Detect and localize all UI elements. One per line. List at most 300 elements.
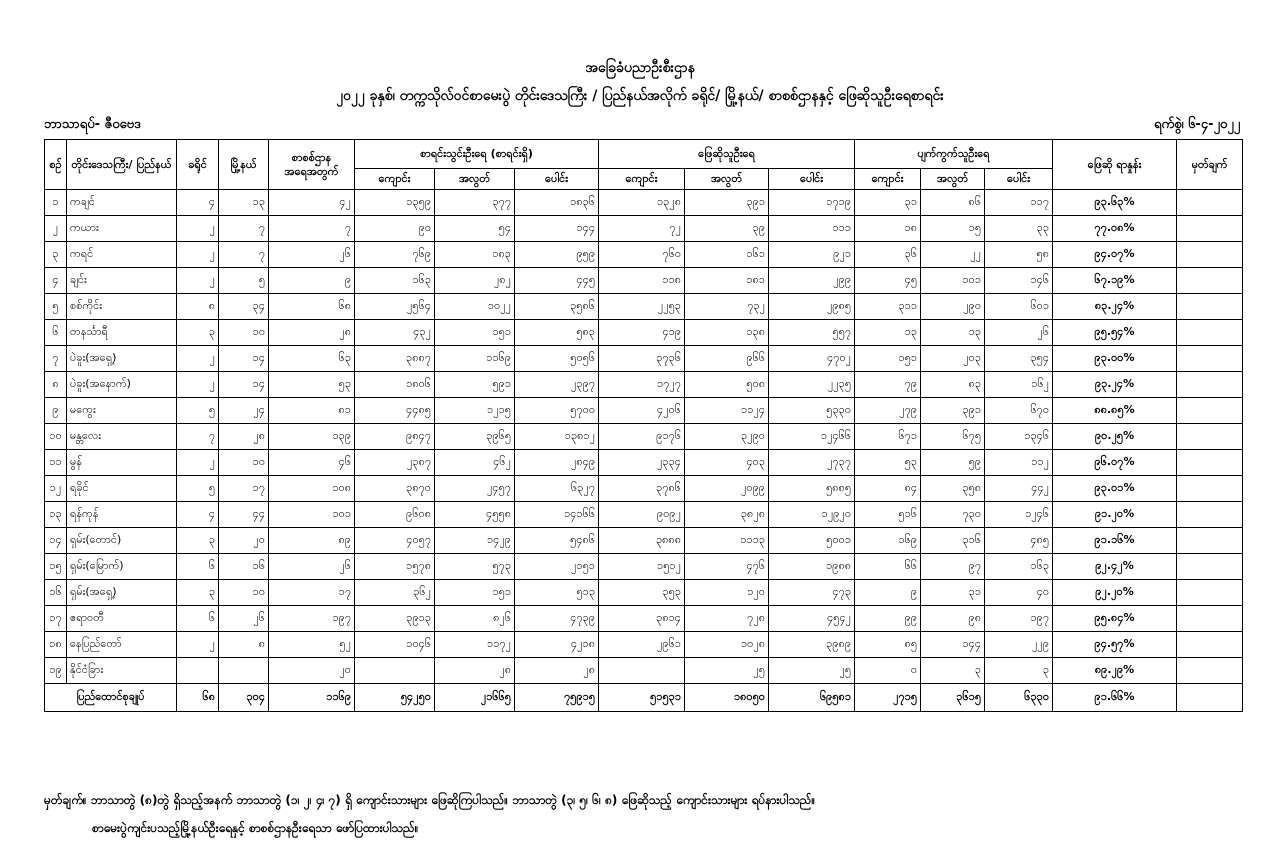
row-reg-total: ၂၁၅၁ (515, 554, 599, 580)
row-sat-total: ၉၂၁ (769, 242, 855, 268)
row-sat-female: ၂၀၉၉ (685, 476, 769, 502)
row-sat-total: ၄၇၃ (769, 580, 855, 606)
row-abs-female: ၈၃ (921, 372, 985, 398)
row-abs-male: ၃၁ (855, 190, 921, 216)
row-sat-female: ၁၀၂၈ (685, 632, 769, 658)
row-abs-male: ၇၉ (855, 372, 921, 398)
total-reg-male: ၅၄၂၅၀ (355, 684, 435, 712)
row-abs-female: ၂၂ (921, 242, 985, 268)
row-reg-female: ၅၇၃ (435, 554, 515, 580)
table-row (45, 190, 1243, 216)
footnote-2: စာမေးပွဲကျင်းပသည့်မြို့နယ်ဦးရေနှင့် စာစစ်ဌာနဦးရေသာ ဖော်ပြထားပါသည်။ (92, 821, 419, 835)
row-abs-male: ၁၅၁ (855, 346, 921, 372)
row-reg-total: ၂၈၄၉ (515, 450, 599, 476)
row-reg-female: ၃၇၇ (435, 190, 515, 216)
row-district: ၆ (177, 554, 219, 580)
row-sat-female: ၃၉၁ (685, 190, 769, 216)
row-township: ၄၄ (219, 502, 269, 528)
row-sat-male: ၁၅၁၂ (599, 554, 685, 580)
row-reg-total: ၅၄၈၆ (515, 528, 599, 554)
row-abs-female: ၃၁၆ (921, 528, 985, 554)
org-title: အခြေခံပညာဦးစီးဌာန (585, 60, 695, 76)
row-sat-male: ၃၈၁၄ (599, 606, 685, 632)
row-abs-male: ၃၁၁ (855, 294, 921, 320)
row-reg-male: ၁၆၃ (355, 268, 435, 294)
row-centers: ၁၇ (269, 580, 355, 606)
row-district: ၂ (177, 632, 219, 658)
row-abs-male: ၉၉ (855, 606, 921, 632)
row-reg-female: ၁၀၂၂ (435, 294, 515, 320)
row-township: ၂၄ (219, 398, 269, 424)
row-sat-male: ၃၅၃ (599, 580, 685, 606)
table-row (45, 268, 1243, 294)
row-remarks (1177, 268, 1243, 294)
row-reg-female: ၅၉၁ (435, 372, 515, 398)
row-sat-male: ၄၂၀၆ (599, 398, 685, 424)
row-remarks (1177, 606, 1243, 632)
row-region: ဧရာဝတီ (67, 606, 177, 632)
row-township: ၂၆ (219, 606, 269, 632)
row-region: တနင်္သာရီ (67, 320, 177, 346)
row-reg-female: ၁၅၁ (435, 320, 515, 346)
row-abs-female: ၉၇ (921, 554, 985, 580)
row-district: ၂ (177, 242, 219, 268)
row-reg-total: ၁၃၈၁၂ (515, 424, 599, 450)
row-reg-female: ၄၆၂ (435, 450, 515, 476)
row-centers: ၂၆ (269, 554, 355, 580)
table-row (45, 372, 1243, 398)
row-abs-male: ၅၁၆ (855, 502, 921, 528)
row-reg-total: ၅၁၃ (515, 580, 599, 606)
row-no: ၁၄ (45, 528, 67, 554)
row-no: ၁၃ (45, 502, 67, 528)
col-township: မြို့နယ် (219, 140, 269, 190)
row-rate: ၉၆.၀၇% (1053, 450, 1177, 476)
footnote-1: မှတ်ချက်။ ဘာသာတွဲ (၈)တွဲ ရှိသည့်အနက် ဘာသာတွဲ (၁၊ ၂၊ ၄၊ ၇) ရှိ ကျောင်းသားများ ဖြေဆိုကြပါသည်။ ဘာသာတွဲ (၃၊ ၅၊ ၆၊ ၈) ဖြေဆိုသည့် ကျောင်းသားများ ရပ်နားပါသည်။ (44, 793, 816, 807)
total-label: ပြည်ထောင်စုချုပ် (45, 684, 177, 712)
row-rate: ၉၅.၅၄% (1053, 320, 1177, 346)
row-abs-total: ၂၂၉ (985, 632, 1053, 658)
row-sat-male: ၇၂ (599, 216, 685, 242)
row-centers: ၈၁ (269, 398, 355, 424)
row-rate: ၉၁.၁၆% (1053, 528, 1177, 554)
row-district: ၂ (177, 216, 219, 242)
row-abs-female: ၁၃ (921, 320, 985, 346)
row-reg-male: ၄၃၂ (355, 320, 435, 346)
row-sat-female: ၁၆၁ (685, 242, 769, 268)
row-remarks (1177, 372, 1243, 398)
row-rate: ၉၅.၈၄% (1053, 606, 1177, 632)
row-rate: ၉၃.၀၀% (1053, 346, 1177, 372)
row-reg-female: ၁၅၁ (435, 580, 515, 606)
row-abs-female: ၃၅၈ (921, 476, 985, 502)
row-township: ၁၇ (219, 476, 269, 502)
row-abs-total: ၃ (985, 658, 1053, 684)
row-no: ၁၀ (45, 424, 67, 450)
table-row (45, 476, 1243, 502)
row-rate: ၉၃.၆၃% (1053, 190, 1177, 216)
table-row (45, 398, 1243, 424)
row-abs-female: ၇၃၀ (921, 502, 985, 528)
row-abs-total: ၄၀ (985, 580, 1053, 606)
row-township: ၁၀ (219, 450, 269, 476)
row-remarks (1177, 216, 1243, 242)
col-no: စဉ် (45, 140, 67, 190)
row-township: ၁၄ (219, 346, 269, 372)
row-reg-male: ၉၀ (355, 216, 435, 242)
row-centers: ၁၉၇ (269, 606, 355, 632)
row-abs-total: ၁၂၄၆ (985, 502, 1053, 528)
row-sat-female: ၉၆၆ (685, 346, 769, 372)
total-row (45, 684, 1243, 712)
row-centers: ၄၆ (269, 450, 355, 476)
row-centers: ၁၀၈ (269, 476, 355, 502)
row-remarks (1177, 424, 1243, 450)
row-reg-female: ၂၈ (435, 658, 515, 684)
row-district: ၄ (177, 502, 219, 528)
row-district: ၃ (177, 528, 219, 554)
row-abs-female: ၈၆ (921, 190, 985, 216)
col-reg-female: အလွတ် (435, 169, 515, 190)
row-township: ၇ (219, 242, 269, 268)
total-sat-female: ၁၈၀၅၀ (685, 684, 769, 712)
row-reg-male: ၉၈၄၇ (355, 424, 435, 450)
row-abs-female: ၆၇၅ (921, 424, 985, 450)
row-remarks (1177, 632, 1243, 658)
row-remarks (1177, 320, 1243, 346)
row-no: ၁၉ (45, 658, 67, 684)
total-rate: ၉၁.၆၆% (1053, 684, 1177, 712)
total-abs-female: ၃၆၁၅ (921, 684, 985, 712)
row-region: ရှမ်း(အရှေ့) (67, 580, 177, 606)
row-sat-total: ၅၀၀၁ (769, 528, 855, 554)
row-reg-male (355, 658, 435, 684)
row-district: ၂ (177, 372, 219, 398)
row-sat-male: ၃၈၈၈ (599, 528, 685, 554)
row-rate: ၉၄.၅၇% (1053, 632, 1177, 658)
date-label: ရက်စွဲ၊ ၆-၄-၂၀၂၂ (1154, 117, 1240, 132)
row-sat-male: ၂၃၃၄ (599, 450, 685, 476)
row-township (219, 658, 269, 684)
row-sat-male: ၁၇၂၇ (599, 372, 685, 398)
row-reg-male: ၁၅၇၈ (355, 554, 435, 580)
row-reg-male: ၄၀၅၇ (355, 528, 435, 554)
row-abs-male: ၈၅ (855, 632, 921, 658)
table-row (45, 450, 1243, 476)
row-district: ၃ (177, 320, 219, 346)
row-township: ၁၀ (219, 320, 269, 346)
row-abs-female: ၃၁ (921, 580, 985, 606)
row-sat-total: ၂၉၈၅ (769, 294, 855, 320)
row-reg-female: ၅၄ (435, 216, 515, 242)
row-sat-female: ၁၁၂၄ (685, 398, 769, 424)
row-sat-male: ၂၂၅၃ (599, 294, 685, 320)
row-abs-total: ၂၆ (985, 320, 1053, 346)
col-reg-male: ကျောင်း (355, 169, 435, 190)
table-row (45, 580, 1243, 606)
row-rate: ၈၈.၈၅% (1053, 398, 1177, 424)
row-reg-female: ၁၂၁၅ (435, 398, 515, 424)
col-rate: ဖြေဆို ရာနှုန်း (1053, 140, 1177, 190)
row-remarks (1177, 554, 1243, 580)
row-no: ၅ (45, 294, 67, 320)
row-township: ၃၄ (219, 294, 269, 320)
row-reg-male: ၇၆၉ (355, 242, 435, 268)
row-reg-female: ၃၉၆၅ (435, 424, 515, 450)
row-reg-total: ၄၄၅ (515, 268, 599, 294)
row-abs-total: ၄၄၂ (985, 476, 1053, 502)
row-reg-total: ၃၅၈၆ (515, 294, 599, 320)
row-remarks (1177, 528, 1243, 554)
row-abs-total: ၃၃ (985, 216, 1053, 242)
row-abs-total: ၆၀၁ (985, 294, 1053, 320)
row-district: ၄ (177, 190, 219, 216)
total-reg-female: ၂၁၆၆၅ (435, 684, 515, 712)
row-region: ရှမ်း(တောင်) (67, 528, 177, 554)
row-region: မန္တလေး (67, 424, 177, 450)
row-township: ၁၄ (219, 372, 269, 398)
row-township: ၂၈ (219, 424, 269, 450)
row-abs-male: ၆၆ (855, 554, 921, 580)
table-row (45, 216, 1243, 242)
row-abs-total: ၁၉၇ (985, 606, 1053, 632)
row-district: ၂ (177, 346, 219, 372)
row-district: ၂ (177, 268, 219, 294)
row-centers: ၂၀ (269, 658, 355, 684)
row-reg-total: ၄၂၁၈ (515, 632, 599, 658)
row-no: ၆ (45, 320, 67, 346)
row-region: ချင်း (67, 268, 177, 294)
row-centers: ၅၂ (269, 632, 355, 658)
row-sat-total: ၅၅၇ (769, 320, 855, 346)
row-reg-male: ၁၃၅၉ (355, 190, 435, 216)
row-abs-male: ၁၆၉ (855, 528, 921, 554)
row-township: ၁၃ (219, 190, 269, 216)
row-sat-female: ၃၂၉၀ (685, 424, 769, 450)
row-sat-total: ၁၉၈၈ (769, 554, 855, 580)
row-abs-female: ၃ (921, 658, 985, 684)
row-sat-total: ၄၅၄၂ (769, 606, 855, 632)
row-region: ကယား (67, 216, 177, 242)
row-abs-female: ၉၈ (921, 606, 985, 632)
row-reg-total: ၄၇၃၉ (515, 606, 599, 632)
row-reg-total: ၅၈၃ (515, 320, 599, 346)
row-reg-male: ၂၅၆၄ (355, 294, 435, 320)
row-sat-total: ၂၅ (769, 658, 855, 684)
row-no: ၁၆ (45, 580, 67, 606)
total-district: ၆၈ (177, 684, 219, 712)
row-centers: ၄၂ (269, 190, 355, 216)
row-region: ရှမ်း(မြောက်) (67, 554, 177, 580)
total-abs-male: ၂၇၁၅ (855, 684, 921, 712)
row-no: ၈ (45, 372, 67, 398)
row-abs-total: ၁၄၆ (985, 268, 1053, 294)
row-abs-total: ၁၃၄၆ (985, 424, 1053, 450)
row-sat-male: ၇၆၀ (599, 242, 685, 268)
row-reg-total: ၉၅၉ (515, 242, 599, 268)
row-abs-female: ၁၀၁ (921, 268, 985, 294)
row-region: ပဲခူး(အရှေ့) (67, 346, 177, 372)
row-abs-total: ၄၈၅ (985, 528, 1053, 554)
row-abs-male: ၄၅ (855, 268, 921, 294)
table-row (45, 632, 1243, 658)
row-centers: ၆၃ (269, 346, 355, 372)
col-abs-male: ကျောင်း (855, 169, 921, 190)
row-reg-total: ၁၄၄ (515, 216, 599, 242)
row-remarks (1177, 450, 1243, 476)
row-district: ၃ (177, 580, 219, 606)
row-sat-female: ၃၉ (685, 216, 769, 242)
row-abs-total: ၁၆၃ (985, 554, 1053, 580)
row-no: ၁၅ (45, 554, 67, 580)
row-district: ၇ (177, 424, 219, 450)
row-sat-female: ၁၁၁၃ (685, 528, 769, 554)
row-abs-total: ၁၆၂ (985, 372, 1053, 398)
row-reg-male: ၃၉၁၃ (355, 606, 435, 632)
total-township: ၃၀၄ (219, 684, 269, 712)
row-abs-female: ၁၅ (921, 216, 985, 242)
row-district (177, 658, 219, 684)
total-centers: ၁၁၆၉ (269, 684, 355, 712)
table-row (45, 606, 1243, 632)
row-no: ၁၇ (45, 606, 67, 632)
row-remarks (1177, 294, 1243, 320)
total-sat-male: ၅၁၅၃၁ (599, 684, 685, 712)
row-reg-female: ၁၄၂၉ (435, 528, 515, 554)
row-abs-male: ၁၃ (855, 320, 921, 346)
row-no: ၁၈ (45, 632, 67, 658)
row-sat-female: ၂၅ (685, 658, 769, 684)
row-no: ၇ (45, 346, 67, 372)
row-sat-male: ၉၀၉၂ (599, 502, 685, 528)
row-reg-female: ၁၈၃ (435, 242, 515, 268)
row-sat-female: ၁၃၈ (685, 320, 769, 346)
row-sat-total: ၂၂၃၅ (769, 372, 855, 398)
row-sat-male: ၁၃၂၈ (599, 190, 685, 216)
col-sat-female: အလွတ် (685, 169, 769, 190)
table-row (45, 346, 1243, 372)
col-sat-male: ကျောင်း (599, 169, 685, 190)
row-district: ၅ (177, 398, 219, 424)
row-region: စစ်ကိုင်း (67, 294, 177, 320)
row-abs-female: ၅၉ (921, 450, 985, 476)
row-remarks (1177, 190, 1243, 216)
row-region: ရခိုင် (67, 476, 177, 502)
col-sat: ဖြေဆိုသူဦးရေ (599, 140, 855, 169)
row-no: ၁၂ (45, 476, 67, 502)
row-centers: ၁၃၉ (269, 424, 355, 450)
row-sat-total: ၂၇၃၇ (769, 450, 855, 476)
row-remarks (1177, 658, 1243, 684)
row-abs-male: ၃၆ (855, 242, 921, 268)
row-remarks (1177, 580, 1243, 606)
row-sat-total: ၅၃၃၀ (769, 398, 855, 424)
row-centers: ၁၀၁ (269, 502, 355, 528)
row-sat-total: ၁၂၉၂၀ (769, 502, 855, 528)
row-remarks (1177, 242, 1243, 268)
row-reg-female: ၂၈၂ (435, 268, 515, 294)
row-abs-male: ၆၇၁ (855, 424, 921, 450)
row-remarks (1177, 476, 1243, 502)
row-centers: ၇ (269, 216, 355, 242)
row-sat-female: ၅၀၈ (685, 372, 769, 398)
row-reg-total: ၅၀၅၆ (515, 346, 599, 372)
row-sat-total: ၄၇၀၂ (769, 346, 855, 372)
col-district: ခရိုင် (177, 140, 219, 190)
row-region: နိုင်ငံခြား (67, 658, 177, 684)
row-no: ၃ (45, 242, 67, 268)
row-sat-female: ၁၂၀ (685, 580, 769, 606)
row-abs-male: ၀ (855, 658, 921, 684)
total-reg-total: ၇၅၉၁၅ (515, 684, 599, 712)
row-no: ၄ (45, 268, 67, 294)
row-sat-total: ၁၁၁ (769, 216, 855, 242)
row-sat-female: ၄၇၆ (685, 554, 769, 580)
row-region: ရန်ကုန် (67, 502, 177, 528)
table-row (45, 528, 1243, 554)
row-reg-male: ၃၆၂ (355, 580, 435, 606)
row-centers: ၂၆ (269, 242, 355, 268)
row-township: ၇ (219, 216, 269, 242)
total-remarks (1177, 684, 1243, 712)
col-centers: စာစစ်ဌာန အရေအတွက် (269, 140, 355, 190)
row-remarks (1177, 346, 1243, 372)
row-sat-female: ၃၈၂၈ (685, 502, 769, 528)
row-region: ကချင် (67, 190, 177, 216)
row-centers: ၅၃ (269, 372, 355, 398)
row-abs-female: ၃၉၁ (921, 398, 985, 424)
col-reg-total: ပေါင်း (515, 169, 599, 190)
row-abs-male: ၈၄ (855, 476, 921, 502)
col-abs-total: ပေါင်း (985, 169, 1053, 190)
row-sat-total: ၂၉၉ (769, 268, 855, 294)
col-sat-total: ပေါင်း (769, 169, 855, 190)
row-township: ၈ (219, 632, 269, 658)
row-abs-female: ၁၄၄ (921, 632, 985, 658)
row-abs-male: ၅၃ (855, 450, 921, 476)
row-region: မကွေး (67, 398, 177, 424)
row-reg-female: ၁၁၇၂ (435, 632, 515, 658)
row-sat-female: ၇၂၈ (685, 606, 769, 632)
row-rate: ၉၂.၂၀% (1053, 580, 1177, 606)
table-row (45, 424, 1243, 450)
row-sat-male: ၉၁၇၆ (599, 424, 685, 450)
row-no: ၁ (45, 190, 67, 216)
row-abs-male: ၁၈ (855, 216, 921, 242)
row-reg-male: ၃၈၈၇ (355, 346, 435, 372)
row-no: ၁၁ (45, 450, 67, 476)
table-row (45, 554, 1243, 580)
subject-label: ဘာသာရပ်- ဇီဝဗေဒ (44, 117, 141, 132)
row-abs-total: ၆၇၀ (985, 398, 1053, 424)
row-township: ၂၀ (219, 528, 269, 554)
table-row (45, 658, 1243, 684)
row-sat-male: ၁၁၈ (599, 268, 685, 294)
row-sat-female: ၄၀၃ (685, 450, 769, 476)
row-rate: ၉၃.၂၄% (1053, 372, 1177, 398)
total-sat-total: ၆၉၅၈၁ (769, 684, 855, 712)
row-rate: ၉၃.၀၁% (1053, 476, 1177, 502)
row-no: ၂ (45, 216, 67, 242)
row-abs-male: ၂၇၉ (855, 398, 921, 424)
total-abs-total: ၆၃၃၀ (985, 684, 1053, 712)
row-abs-female: ၂၉၀ (921, 294, 985, 320)
row-sat-total: ၃၉၈၉ (769, 632, 855, 658)
row-reg-male: ၂၃၈၇ (355, 450, 435, 476)
row-region: ကရင် (67, 242, 177, 268)
row-sat-female: ၇၃၂ (685, 294, 769, 320)
row-rate: ၆၇.၁၉% (1053, 268, 1177, 294)
